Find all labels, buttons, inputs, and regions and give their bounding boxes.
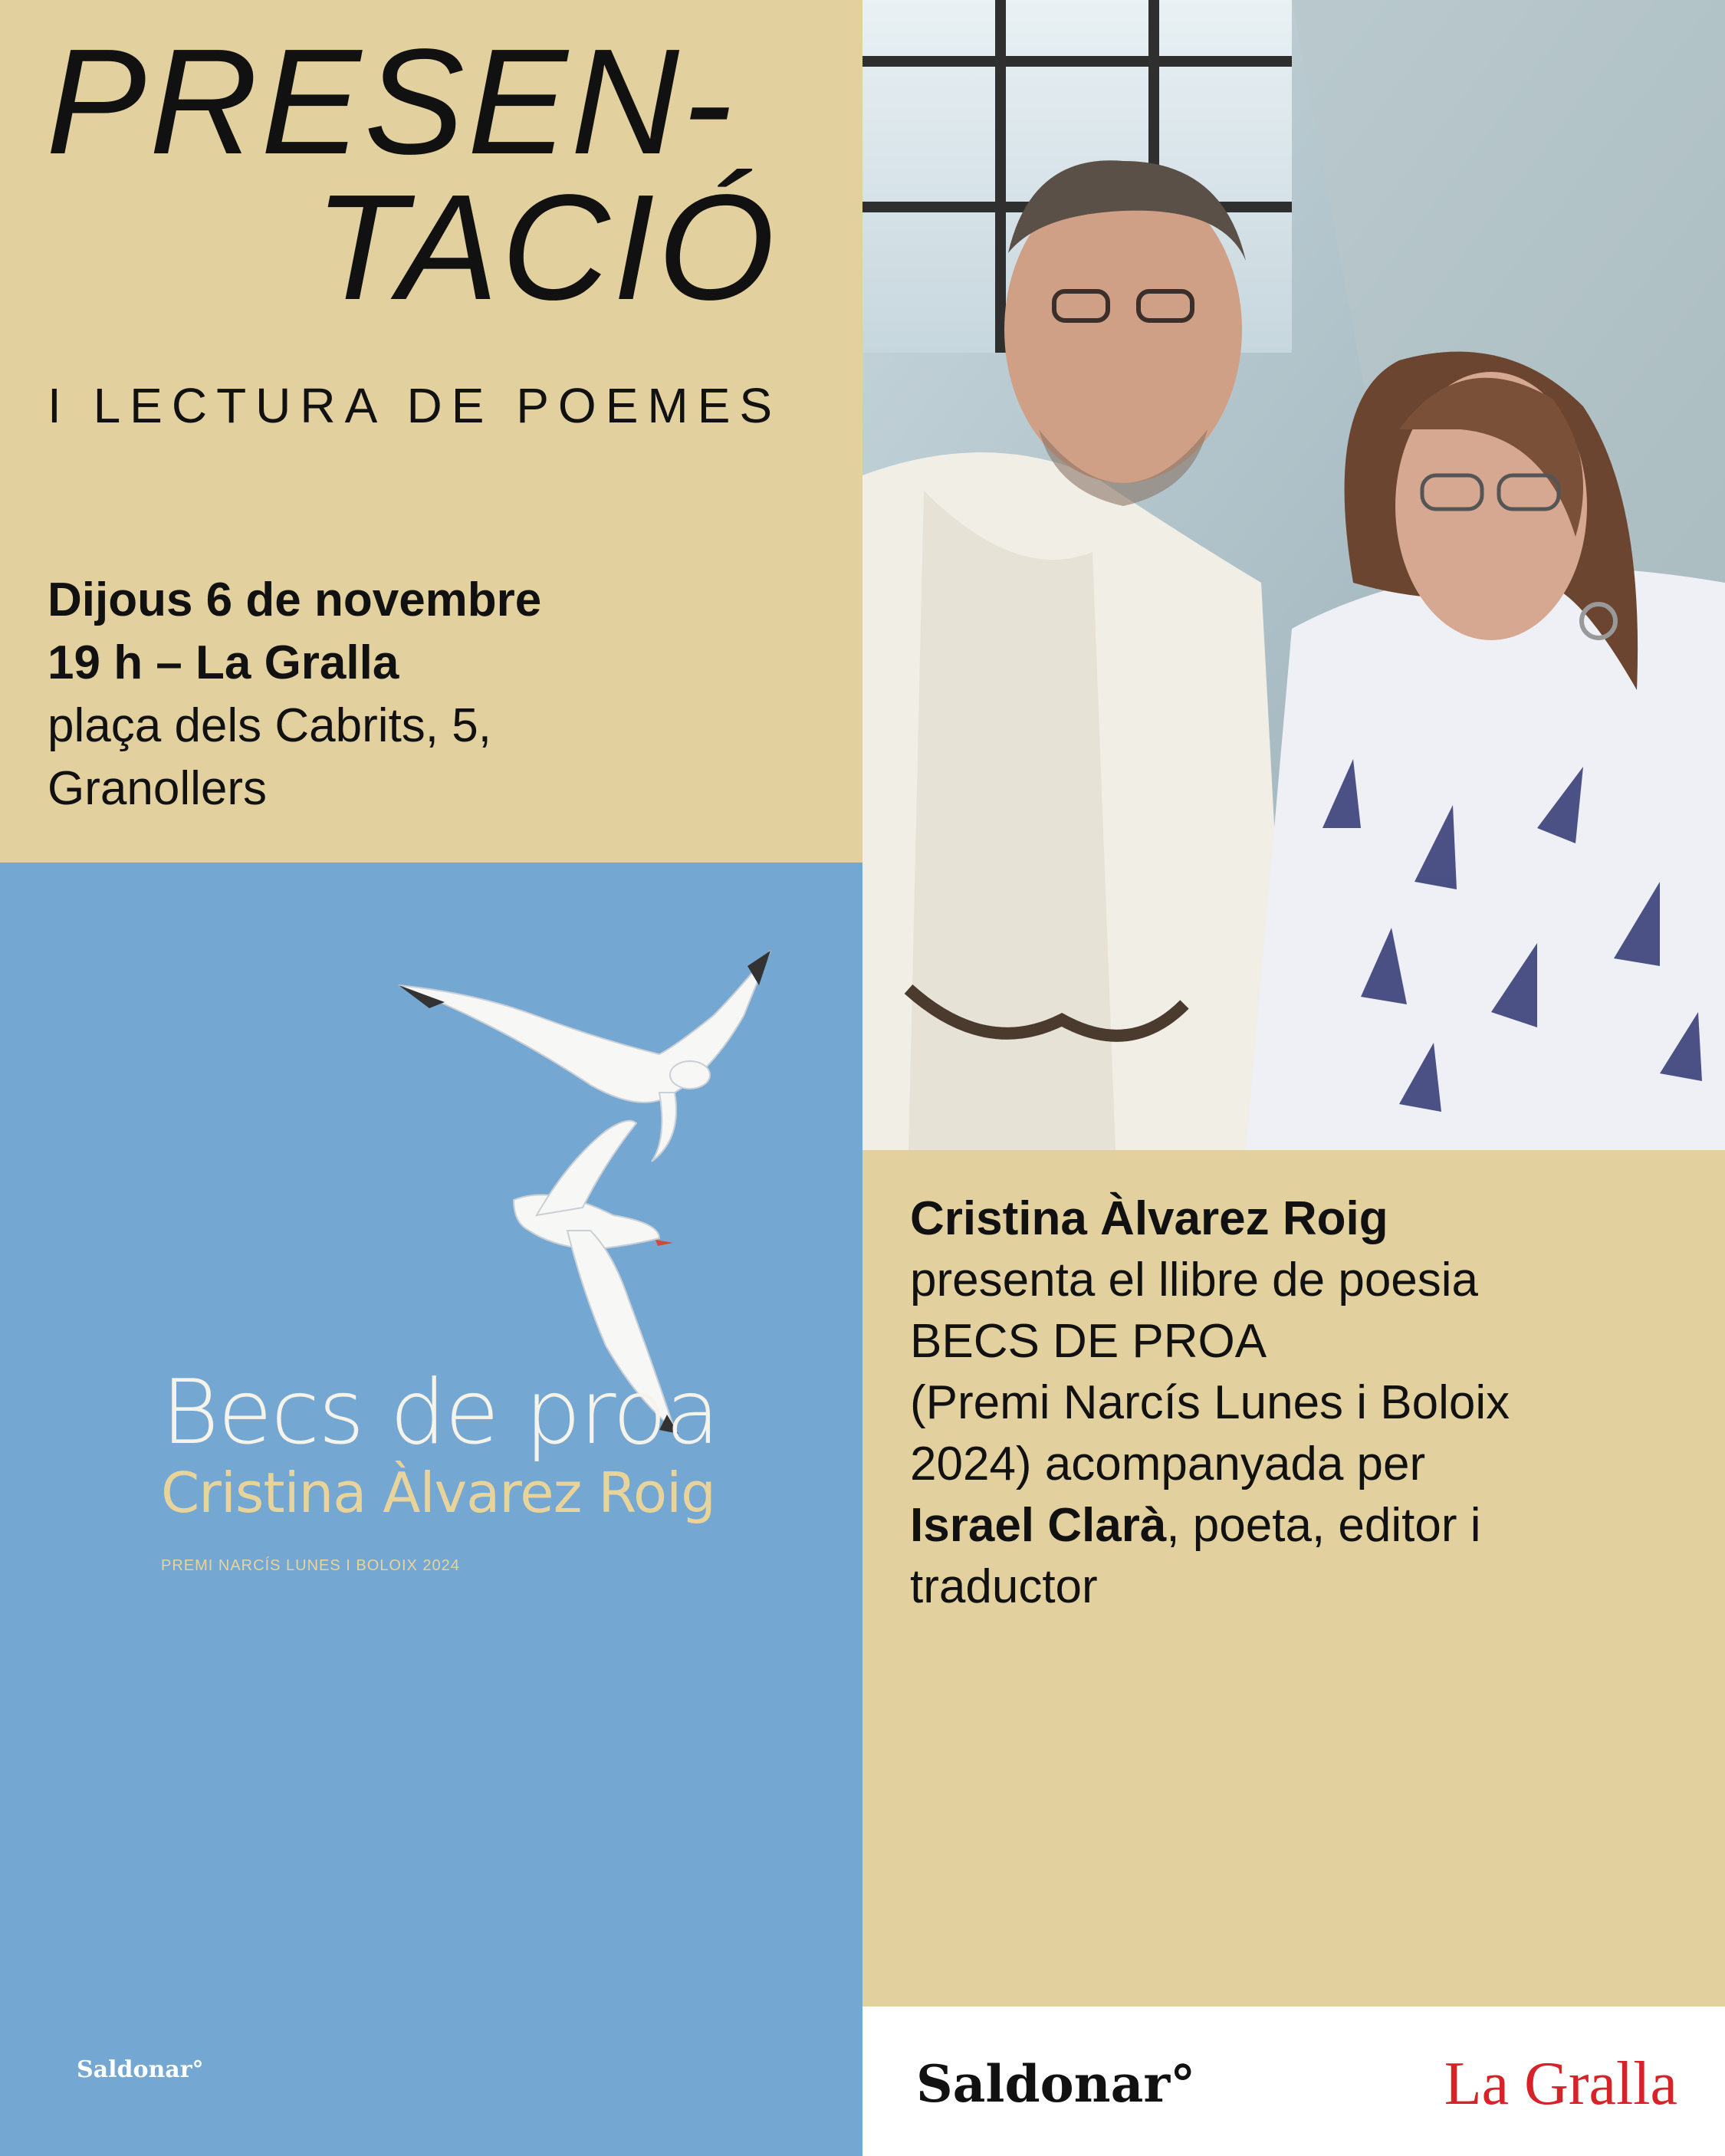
author-photo-illustration — [863, 0, 1725, 1150]
poster-title — [46, 18, 778, 331]
logos-bar — [863, 2006, 1725, 2156]
event-info-panel — [0, 0, 863, 863]
cover-prize: PREMI NARCÍS LUNES I BOLOIX 2024 — [161, 1557, 460, 1574]
guest-name: Israel Clarà — [910, 1499, 1167, 1552]
cover-publisher-logo: Saldonar° — [77, 2056, 204, 2083]
cover-author-name: Cristina Àlvarez Roig — [161, 1461, 715, 1525]
author-photo — [863, 0, 1725, 1150]
author-name: Cristina Àlvarez Roig — [910, 1192, 1388, 1245]
guest-role: , poeta, editor i traductor — [910, 1499, 1481, 1613]
description-panel — [863, 1150, 1725, 2006]
title-line-1: PRESEN- — [46, 18, 736, 186]
saldonar-logo: Saldonar° — [916, 2054, 1196, 2114]
cover-book-title: Becs de proa — [161, 1361, 719, 1464]
description-body: presenta el llibre de poesia BECS DE PROA (Premi Narcís Lunes i Boloix 2024) acompanyada per — [910, 1254, 1510, 1490]
poster-subtitle: I LECTURA DE POEMES — [48, 378, 782, 433]
event-address-line-2: Granollers — [48, 762, 267, 815]
book-cover — [0, 863, 863, 2156]
event-date: Dijous 6 de novembre — [48, 574, 542, 626]
event-time-venue: 19 h – La Gralla — [48, 636, 399, 689]
event-details — [48, 569, 541, 820]
title-line-2: TACIÓ — [314, 163, 778, 331]
event-address-line-1: plaça dels Cabrits, 5, — [48, 699, 491, 752]
description-text — [910, 1188, 1700, 1618]
la-gralla-logo: La Gralla — [1444, 2050, 1677, 2118]
